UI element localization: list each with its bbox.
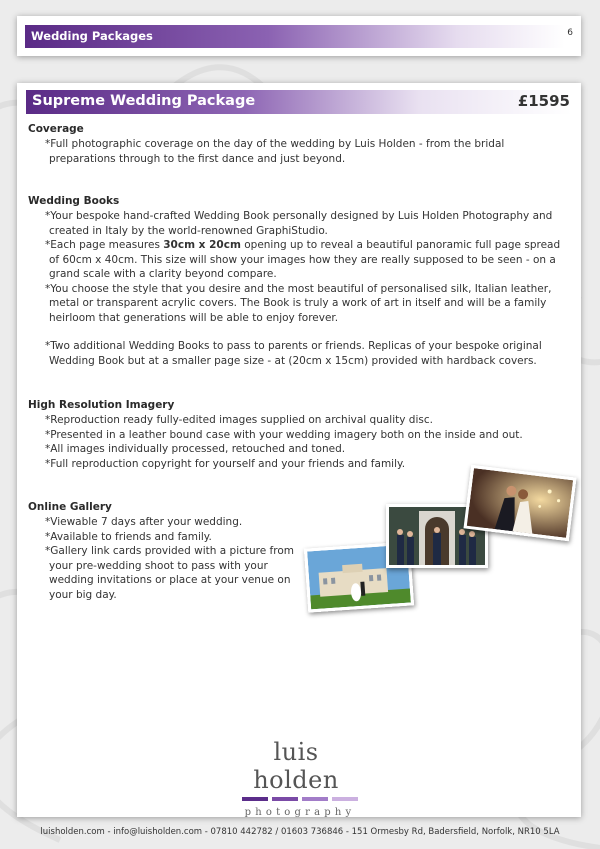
package-price: £1595 bbox=[517, 92, 570, 110]
page-number: 6 bbox=[567, 28, 573, 38]
section-heading: Wedding Books bbox=[28, 195, 120, 207]
header-title: Wedding Packages bbox=[31, 29, 153, 43]
section-high-resolution-imagery bbox=[28, 399, 568, 471]
list-item: *Viewable 7 days after your wedding. bbox=[45, 516, 243, 528]
section-coverage bbox=[28, 123, 568, 166]
logo-tagline: photography bbox=[244, 807, 356, 818]
section-heading: Coverage bbox=[28, 123, 84, 135]
page-size-highlight: 30cm x 20cm bbox=[163, 239, 241, 251]
package-title-bar bbox=[26, 90, 572, 114]
list-item-text: *Each page measures bbox=[45, 239, 164, 251]
list-item: *Full photographic coverage on the day of the wedding by Luis Holden - from the bridal preparations through to the first dance and just beyond. bbox=[45, 138, 505, 165]
main-card bbox=[17, 83, 581, 817]
list-item: *All images individually processed, retouched and toned. bbox=[45, 443, 346, 455]
footer-contact: luisholden.com - info@luisholden.com - 07810 442782 / 01603 736846 - 151 Ormesby Rd, Badersfield, Norfolk, NR10 5LA bbox=[40, 827, 560, 837]
section-wedding-books bbox=[28, 195, 568, 368]
brand-logo bbox=[231, 738, 361, 818]
list-item bbox=[45, 238, 568, 282]
section-heading: Online Gallery bbox=[28, 501, 112, 513]
list-item: *Available to friends and family. bbox=[45, 530, 212, 543]
logo-stripe bbox=[272, 797, 298, 801]
logo-stripe bbox=[332, 797, 358, 801]
list-item-text: opening up to reveal a beautiful panoramic full page spread of 60cm x 40cm. This size will show your images how they are really supposed to be seen - on a grand scale with a clarity beyond compare. bbox=[49, 239, 561, 280]
header-card bbox=[17, 16, 581, 56]
list-item: *Reproduction ready fully-edited images supplied on archival quality disc. bbox=[45, 414, 433, 426]
logo-stripe bbox=[302, 797, 328, 801]
section-heading: High Resolution Imagery bbox=[28, 399, 175, 411]
header-bar bbox=[25, 25, 565, 48]
package-title: Supreme Wedding Package bbox=[32, 93, 256, 109]
list-item: *Presented in a leather bound case with your wedding imagery both on the inside and out. bbox=[45, 428, 523, 441]
logo-name: luis holden bbox=[253, 738, 339, 794]
logo-stripes bbox=[238, 797, 361, 801]
logo-stripe bbox=[242, 797, 268, 801]
list-item: *Full reproduction copyright for yourself and your friends and family. bbox=[45, 457, 406, 470]
couple-photo bbox=[463, 465, 576, 541]
list-item: *Two additional Wedding Books to pass to parents or friends. Replicas of your bespoke original Wedding Book but at a smaller page size - at (20cm x 15cm) provided with hardback covers. bbox=[45, 340, 542, 367]
list-item: *Your bespoke hand-crafted Wedding Book personally designed by Luis Holden Photography and created in Italy by the world-renowned GraphiStudio. bbox=[45, 210, 553, 237]
list-item: *Gallery link cards provided with a picture from your pre-wedding shoot to pass with your wedding invitations or place at your venue on your big day. bbox=[45, 545, 294, 601]
list-item: *You choose the style that you desire and the most beautiful of personalised silk, Italian leather, metal or transparent acrylic covers. The Book is truly a work of art in itself and will be a family heirloom that generations will be able to enjoy forever. bbox=[45, 282, 552, 324]
